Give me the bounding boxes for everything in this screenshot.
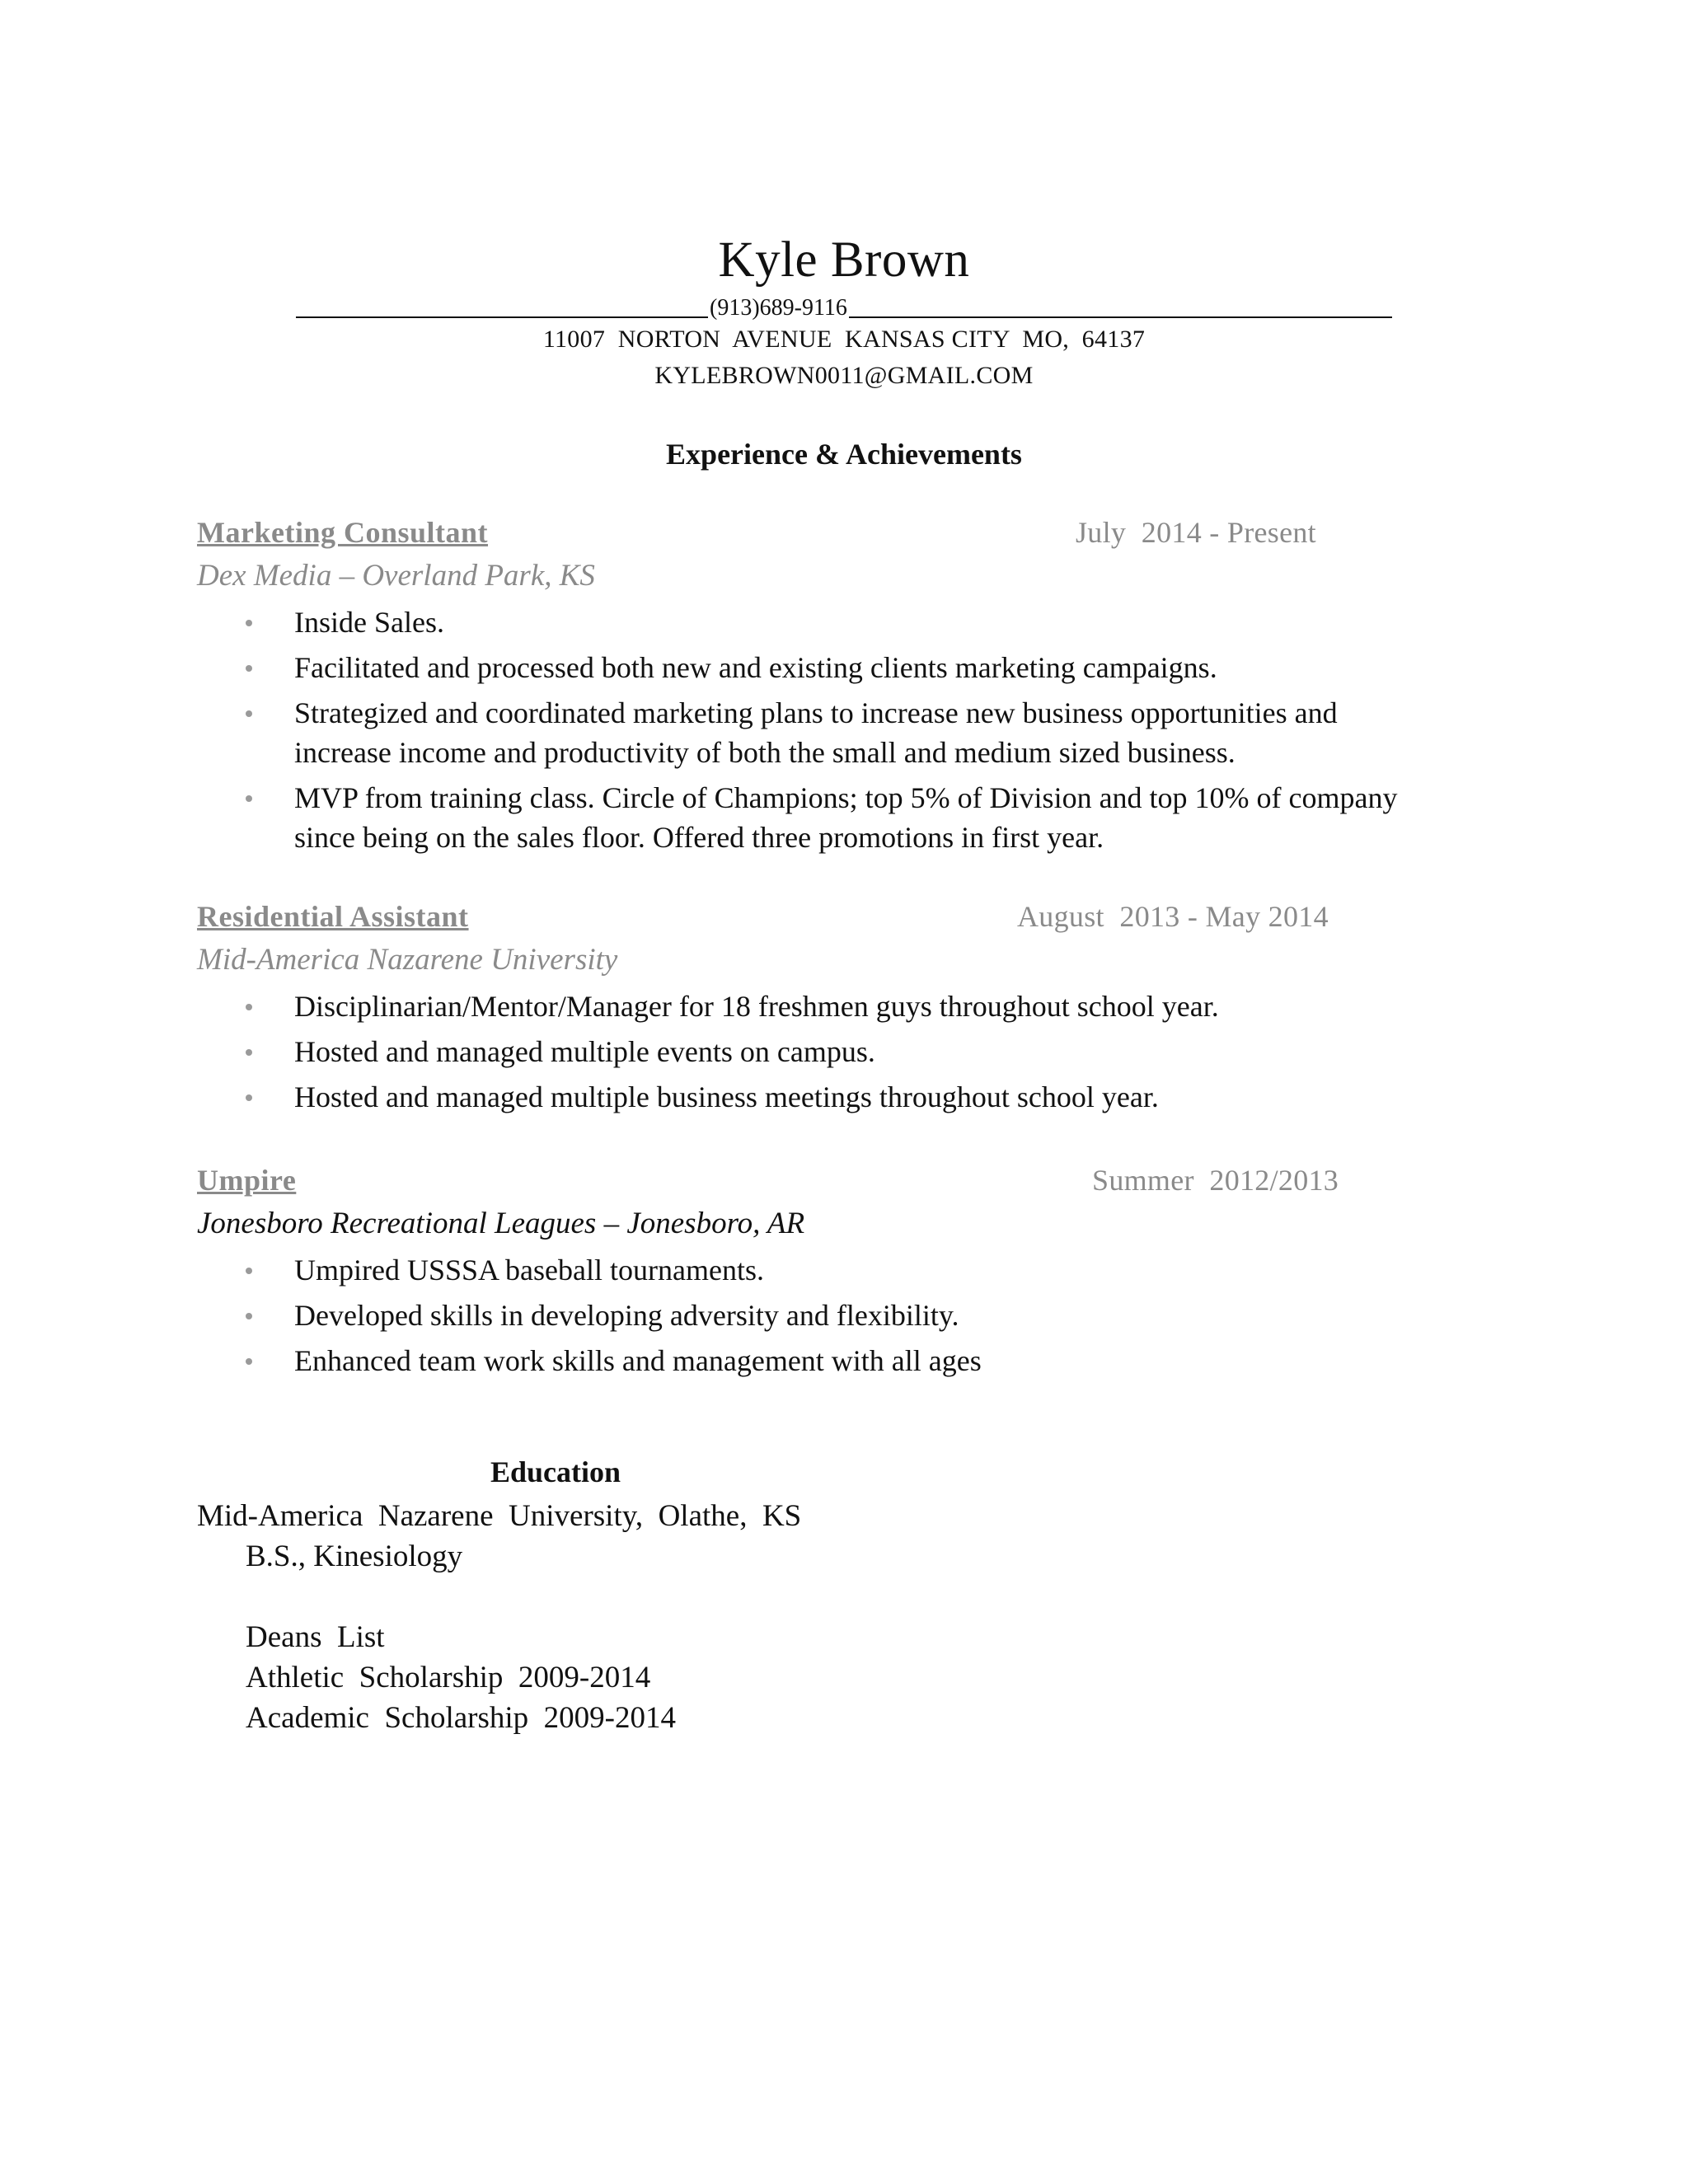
job-bullets [197,1250,1450,1380]
list-item-text: Strategized and coordinated marketing plans to increase new business opportunities and increase income and productivity of both the small and medium sized business. [294,696,1338,769]
list-item [197,1341,1473,1380]
education-section-title: Education [490,1455,621,1488]
job-entry [197,899,1450,1122]
job-bullets [197,602,1450,857]
job-organization: Dex Media – Overland Park, KS [197,559,595,593]
bullet-icon [246,795,252,802]
job-title: Residential Assistant [197,900,469,933]
list-item-text: Disciplinarian/Mentor/Manager for 18 freshmen guys throughout school year. [294,990,1219,1023]
list-item-text: Hosted and managed multiple events on campus. [294,1035,875,1068]
job-bullets [197,987,1450,1117]
list-item-text: Umpired USSSA baseball tournaments. [294,1254,764,1286]
list-item-text: Inside Sales. [294,606,444,639]
job-title: Marketing Consultant [197,516,489,549]
honor-item: Academic Scholarship 2009-2014 [246,1701,676,1735]
header-rule-left [296,316,708,318]
job-title: Umpire [197,1164,297,1197]
job-header [197,1163,1450,1204]
bullet-icon [246,1049,252,1056]
job-organization: Mid-America Nazarene University [197,943,618,977]
list-item-text: MVP from training class. Circle of Champions; top 5% of Division and top 10% of company since being on the sales floor. Offered three promotions in first year. [294,781,1398,854]
list-item [197,693,1415,772]
experience-section-title: Experience & Achievements [666,438,1022,471]
bullet-icon [246,1358,252,1365]
email: KYLEBROWN0011@GMAIL.COM [654,362,1034,389]
job-header [197,899,1450,940]
spacer [197,1577,1186,1617]
phone-number: (913)689-9116 [710,295,847,321]
bullet-icon [246,665,252,672]
address: 11007 NORTON AVENUE KANSAS CITY MO, 64137 [542,326,1146,353]
list-item [197,602,1473,642]
list-item-text: Facilitated and processed both new and existing clients marketing campaigns. [294,651,1217,684]
list-item [197,778,1415,857]
job-date: August 2013 - May 2014 [1017,900,1329,933]
bullet-icon [246,1268,252,1274]
bullet-icon [246,710,252,717]
job-organization: Jonesboro Recreational Leagues – Jonesboro, AR [197,1207,805,1240]
job-date: Summer 2012/2013 [1092,1164,1339,1197]
bullet-icon [246,1004,252,1010]
candidate-name: Kyle Brown [718,232,970,288]
job-entry [197,515,1450,863]
header-rule-right [849,316,1392,318]
bullet-icon [246,1094,252,1101]
list-item [197,1296,1473,1335]
bullet-icon [246,620,252,626]
list-item [197,987,1473,1026]
school-name: Mid-America Nazarene University, Olathe, KS [197,1499,802,1533]
degree: B.S., Kinesiology [246,1540,463,1573]
honor-item: Athletic Scholarship 2009-2014 [246,1661,651,1694]
list-item [197,1032,1473,1071]
job-header [197,515,1450,556]
list-item [197,1077,1473,1117]
education-block [197,1496,1186,1738]
bullet-icon [246,1313,252,1319]
list-item-text: Enhanced team work skills and management with all ages [294,1344,982,1377]
job-entry [197,1163,1450,1386]
list-item-text: Developed skills in developing adversity and flexibility. [294,1299,959,1332]
job-date: July 2014 - Present [1076,516,1316,549]
phone-row [296,290,1392,323]
list-item [197,1250,1473,1290]
list-item [197,648,1473,687]
resume-header [0,231,1688,392]
honor-item: Deans List [246,1620,385,1654]
list-item-text: Hosted and managed multiple business meetings throughout school year. [294,1080,1159,1113]
